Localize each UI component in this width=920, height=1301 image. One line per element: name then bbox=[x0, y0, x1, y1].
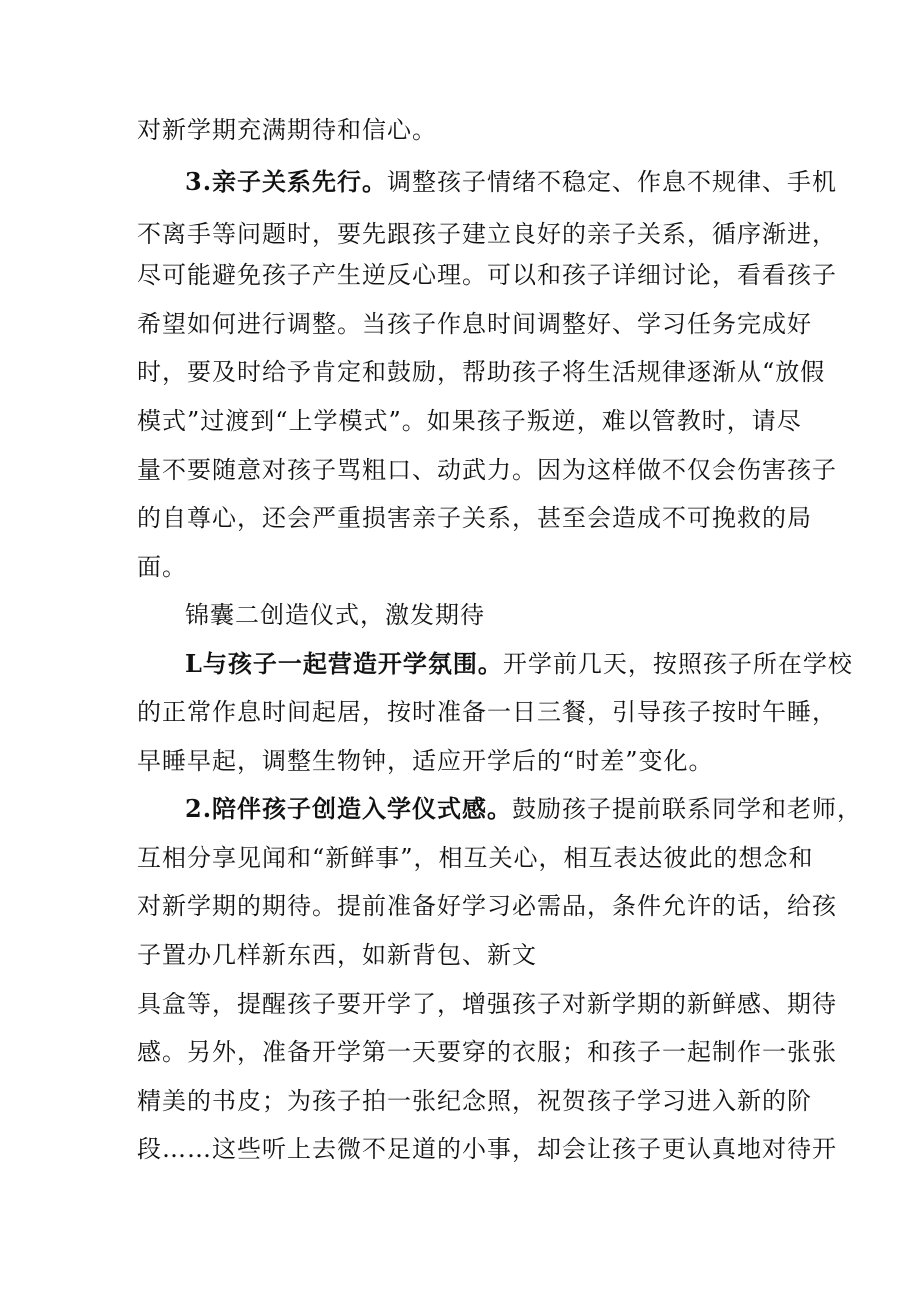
text-line: 具盒等，提醒孩子要开学了，增强孩子对新学期的新鲜感、期待 bbox=[137, 990, 837, 1018]
text-line: 早睡早起，调整生物钟，适应开学后的“时差”变化。 bbox=[137, 747, 714, 775]
text-line: 精美的书皮；为孩子拍一张纪念照，祝贺孩子学习进入新的阶 bbox=[137, 1087, 812, 1115]
paragraph-3-first-line: 3.亲子关系先行。调整孩子情绪不稳定、作息不规律、手机 bbox=[185, 167, 838, 196]
heading-create-atmosphere: L与孩子一起营造开学氛围。 bbox=[185, 649, 503, 678]
paragraph-1-first-line: L与孩子一起营造开学氛围。开学前几天，按照孩子所在学校 bbox=[185, 649, 853, 678]
text-line: 的正常作息时间起居，按时准备一日三餐，引导孩子按时午睡， bbox=[137, 698, 837, 726]
text-line: 感。另外，准备开学第一天要穿的衣服；和孩子一起制作一张张 bbox=[137, 1038, 837, 1066]
section-heading: 锦囊二创造仪式，激发期待 bbox=[185, 601, 485, 629]
text-line: 模式”过渡到“上学模式”。如果孩子叛逆，难以管教时，请尽 bbox=[137, 407, 802, 435]
text-line: 面。 bbox=[137, 553, 187, 581]
text-line: 时，要及时给予肯定和鼓励，帮助孩子将生活规律逐渐从“放假 bbox=[137, 358, 826, 386]
text-line: 的自尊心，还会严重损害亲子关系，甚至会造成不可挽救的局 bbox=[137, 504, 812, 532]
text-line: 希望如何进行调整。当孩子作息时间调整好、学习任务完成好 bbox=[137, 310, 812, 338]
text-line: 对新学期充满期待和信心。 bbox=[137, 116, 437, 144]
text-line: 段……这些听上去微不足道的小事，却会让孩子更认真地对待开 bbox=[137, 1135, 837, 1163]
paragraph-2-first-line: 2.陪伴孩子创造入学仪式感。鼓励孩子提前联系同学和老师， bbox=[185, 794, 863, 823]
text-line: 子置办几样新东西，如新背包、新文 bbox=[137, 941, 537, 969]
heading-parent-child-relationship: 3.亲子关系先行。 bbox=[185, 167, 388, 196]
heading-ritual-sense: 2.陪伴孩子创造入学仪式感。 bbox=[185, 794, 513, 823]
text-line: 互相分享见闻和“新鲜事”，相互关心，相互表达彼此的想念和 bbox=[137, 844, 814, 872]
text-line: 量不要随意对孩子骂粗口、动武力。因为这样做不仅会伤害孩子 bbox=[137, 456, 837, 484]
text-line: 对新学期的期待。提前准备好学习必需品，条件允许的话，给孩 bbox=[137, 892, 837, 920]
text-line: 不离手等问题时，要先跟孩子建立良好的亲子关系，循序渐进， bbox=[137, 220, 837, 248]
text-line: 尽可能避免孩子产生逆反心理。可以和孩子详细讨论，看看孩子 bbox=[137, 261, 837, 289]
